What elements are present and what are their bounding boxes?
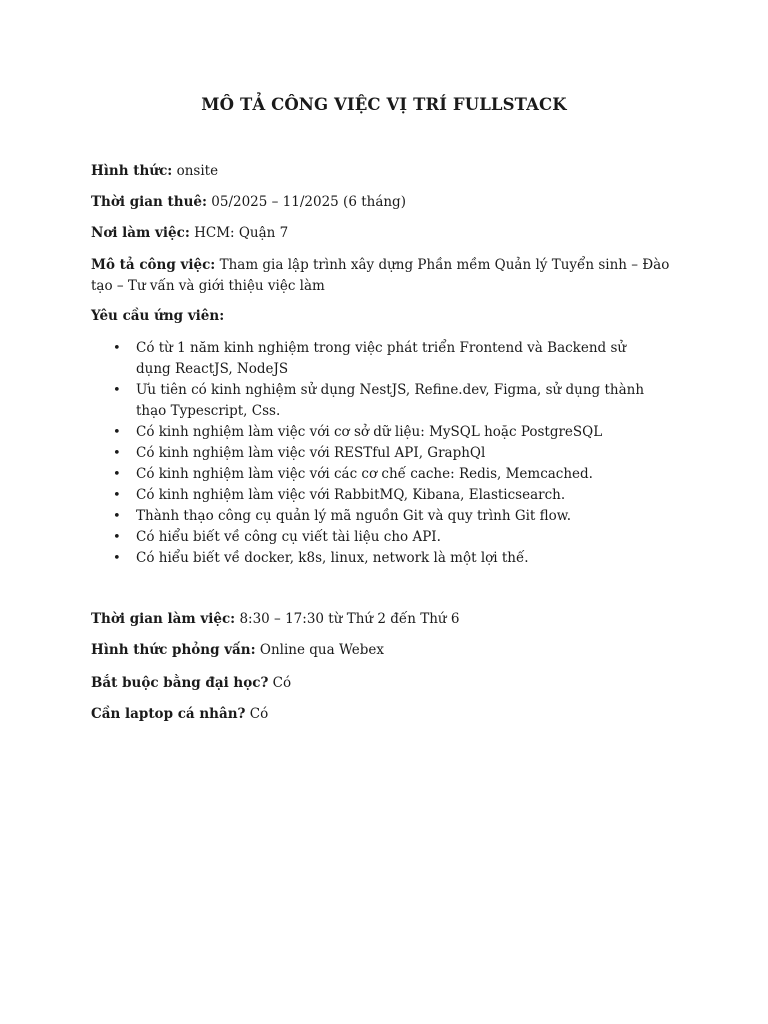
- bullet-icon: •: [113, 488, 121, 503]
- list-item-text: Có kinh nghiệm làm việc với RESTful API, GraphQl: [136, 445, 486, 461]
- list-item-text: Có kinh nghiệm làm việc với cơ sở dữ liệu: MySQL hoặc PostgreSQL: [136, 424, 603, 440]
- list-item: [91, 443, 651, 464]
- bullet-icon: •: [113, 530, 121, 545]
- list-item: [91, 485, 651, 506]
- bullet-icon: •: [113, 383, 121, 398]
- list-item: [91, 548, 651, 569]
- list-item: [91, 506, 651, 527]
- field-work-form: [91, 161, 681, 182]
- field-value: 8:30 – 17:30 từ Thứ 2 đến Thứ 6: [235, 611, 460, 627]
- list-item: [91, 422, 651, 443]
- list-item: [91, 464, 651, 485]
- field-working-hours: [91, 609, 681, 630]
- field-interview-form: [91, 640, 681, 661]
- bullet-icon: •: [113, 425, 121, 440]
- field-value: Online qua Webex: [255, 642, 384, 658]
- field-label: Bắt buộc bằng đại học?: [91, 675, 269, 691]
- list-item-text: Ưu tiên có kinh nghiệm sử dụng NestJS, Refine.dev, Figma, sử dụng thành thạo Typescript, Css.: [136, 382, 645, 419]
- requirements-heading: Yêu cầu ứng viên:: [91, 308, 225, 324]
- list-item-text: Có từ 1 năm kinh nghiệm trong việc phát triển Frontend và Backend sử dụng ReactJS, NodeJS: [136, 340, 627, 377]
- field-workplace: [91, 223, 681, 244]
- field-hire-period: [91, 192, 681, 213]
- field-label: Hình thức:: [91, 163, 173, 179]
- field-job-description: [91, 255, 681, 297]
- requirements-list: [91, 338, 651, 569]
- field-value: HCM: Quận 7: [189, 225, 289, 241]
- field-label: Mô tả công việc:: [91, 257, 216, 273]
- list-item-text: Thành thạo công cụ quản lý mã nguồn Git và quy trình Git flow.: [136, 508, 572, 524]
- field-label: Thời gian làm việc:: [91, 611, 236, 627]
- field-value: 05/2025 – 11/2025 (6 tháng): [206, 194, 406, 210]
- field-laptop-required: [91, 704, 681, 725]
- list-item-text: Có hiểu biết về công cụ viết tài liệu cho API.: [136, 529, 441, 545]
- field-label: Hình thức phỏng vấn:: [91, 642, 256, 658]
- field-value: Có: [245, 706, 269, 722]
- list-item-text: Có kinh nghiệm làm việc với các cơ chế cache: Redis, Memcached.: [136, 466, 593, 482]
- field-value: Tham gia lập trình xây dựng Phần mềm Quản lý Tuyển sinh – Đào tạo – Tư vấn và giới thiệu việc làm: [91, 257, 670, 294]
- field-value: Có: [268, 675, 292, 691]
- field-label: Thời gian thuê:: [91, 194, 207, 210]
- bullet-icon: •: [113, 509, 121, 524]
- bullet-icon: •: [113, 551, 121, 566]
- field-degree-required: [91, 673, 681, 694]
- list-item-text: Có hiểu biết về docker, k8s, linux, network là một lợi thế.: [136, 550, 529, 566]
- bullet-icon: •: [113, 446, 121, 461]
- bullet-icon: •: [113, 467, 121, 482]
- field-label: Nơi làm việc:: [91, 225, 190, 241]
- field-label: Cần laptop cá nhân?: [91, 706, 246, 722]
- bullet-icon: •: [113, 341, 121, 356]
- field-value: onsite: [172, 163, 219, 179]
- document-title: MÔ TẢ CÔNG VIỆC VỊ TRÍ FULLSTACK: [201, 95, 567, 114]
- list-item-text: Có kinh nghiệm làm việc với RabbitMQ, Kibana, Elasticsearch.: [136, 487, 566, 503]
- list-item: [91, 527, 651, 548]
- list-item: [91, 338, 651, 380]
- list-item: [91, 380, 651, 422]
